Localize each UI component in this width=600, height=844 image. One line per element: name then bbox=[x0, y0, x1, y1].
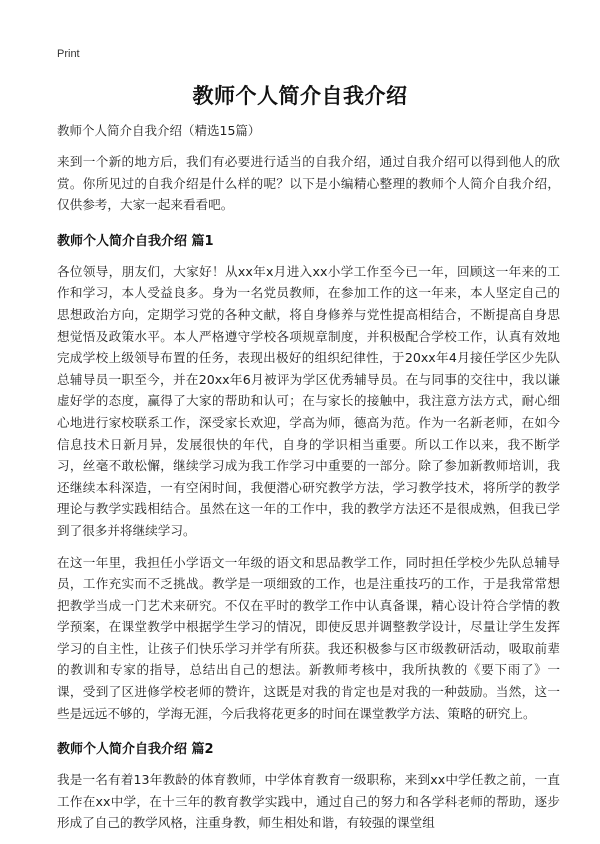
print-link[interactable]: Print bbox=[57, 48, 80, 60]
section-1-paragraph-1: 各位领导，朋友们，大家好！从xx年x月进入xx小学工作至今已一年，回顾这一年来的工作和学习，本人受益良多。身为一名党员教师，在参加工作的这一年来，本人坚定自己的思想政治方向，定期学习党的各种文献，将自身修养与党性提高相结合，不断提高自身思想觉悟及政策水平。本人严格遵守学校各项规章制度，并积极配合学校工作，认真有效地完成学校上级领导布置的任务，表现出极好的组织纪律性，于20xx年4月接任学区少先队总辅导员一职至今，并在20xx年6月被评为学区优秀辅导员。在与同事的交往中，我以谦虚好学的态度，赢得了大家的帮助和认可；在与家长的接触中，我注意方法方式，耐心细心地进行家校联系工作，深受家长欢迎，学高为师，德高为范。作为一名新老师，在如今信息技术日新月异，发展很快的年代，自身的学识相当重要。所以工作以来，我不断学习，丝毫不敢松懈，继续学习成为我工作学习中重要的一部分。除了参加新教师培训，我还继续本科深造，一有空闲时间，我便潜心研究教学方法，学习教学技术，将所学的教学理论与教学实践相结合。虽然在这一年的工作中，我的教学方法还不是很成熟，但我已学到了很多并将继续学习。 bbox=[57, 263, 560, 538]
document-subtitle: 教师个人简介自我介绍（精选15篇） bbox=[57, 123, 261, 138]
section-2-paragraph-1: 我是一名有着13年教龄的体育教师，中学体育教育一级职称，来到xx中学任教之前，一直工作在xx中学，在十三年的教育教学实践中，通过自己的努力和各学科老师的帮助，逐步形成了自己的教学风格，注重身教，师生相处和谐，有较强的课堂组 bbox=[57, 772, 560, 831]
section-1-paragraph-2: 在这一年里，我担任小学语文一年级的语文和思品教学工作，同时担任学校少先队总辅导员，工作充实而不乏挑战。教学是一项细致的工作，也是注重技巧的工作，于是我常常想把教学当成一门艺术来研究。不仅在平时的教学工作中认真备课，精心设计符合学情的教学预案，在课堂教学中根据学生学习的情况，即使反思并调整教学设计，尽量让学生发挥学习的自主性，让孩子们快乐学习并学有所获。我还积极参与区市级教研活动，吸取前辈的教训和专家的指导，总结出自己的想法。新教师考核中，我所执教的《要下雨了》一课，受到了区进修学校老师的赞许，这既是对我的肯定也是对我的一种鼓励。当然，这一些是远远不够的，学海无涯，今后我将花更多的时间在课堂教学方法、策略的研究上。 bbox=[57, 554, 560, 721]
document-content bbox=[57, 121, 560, 844]
section-heading-2: 教师个人简介自我介绍 篇2 bbox=[57, 742, 214, 758]
intro-paragraph: 来到一个新的地方后，我们有必要进行适当的自我介绍，通过自我介绍可以得到他人的欣赏。你所见过的自我介绍是什么样的呢？以下是小编精心整理的教师个人简介自我介绍，仅供参考，大家一起来看看吧。 bbox=[57, 154, 560, 213]
document-title: 教师个人简介自我介绍 bbox=[192, 84, 408, 108]
section-heading-1: 教师个人简介自我介绍 篇1 bbox=[57, 233, 214, 249]
